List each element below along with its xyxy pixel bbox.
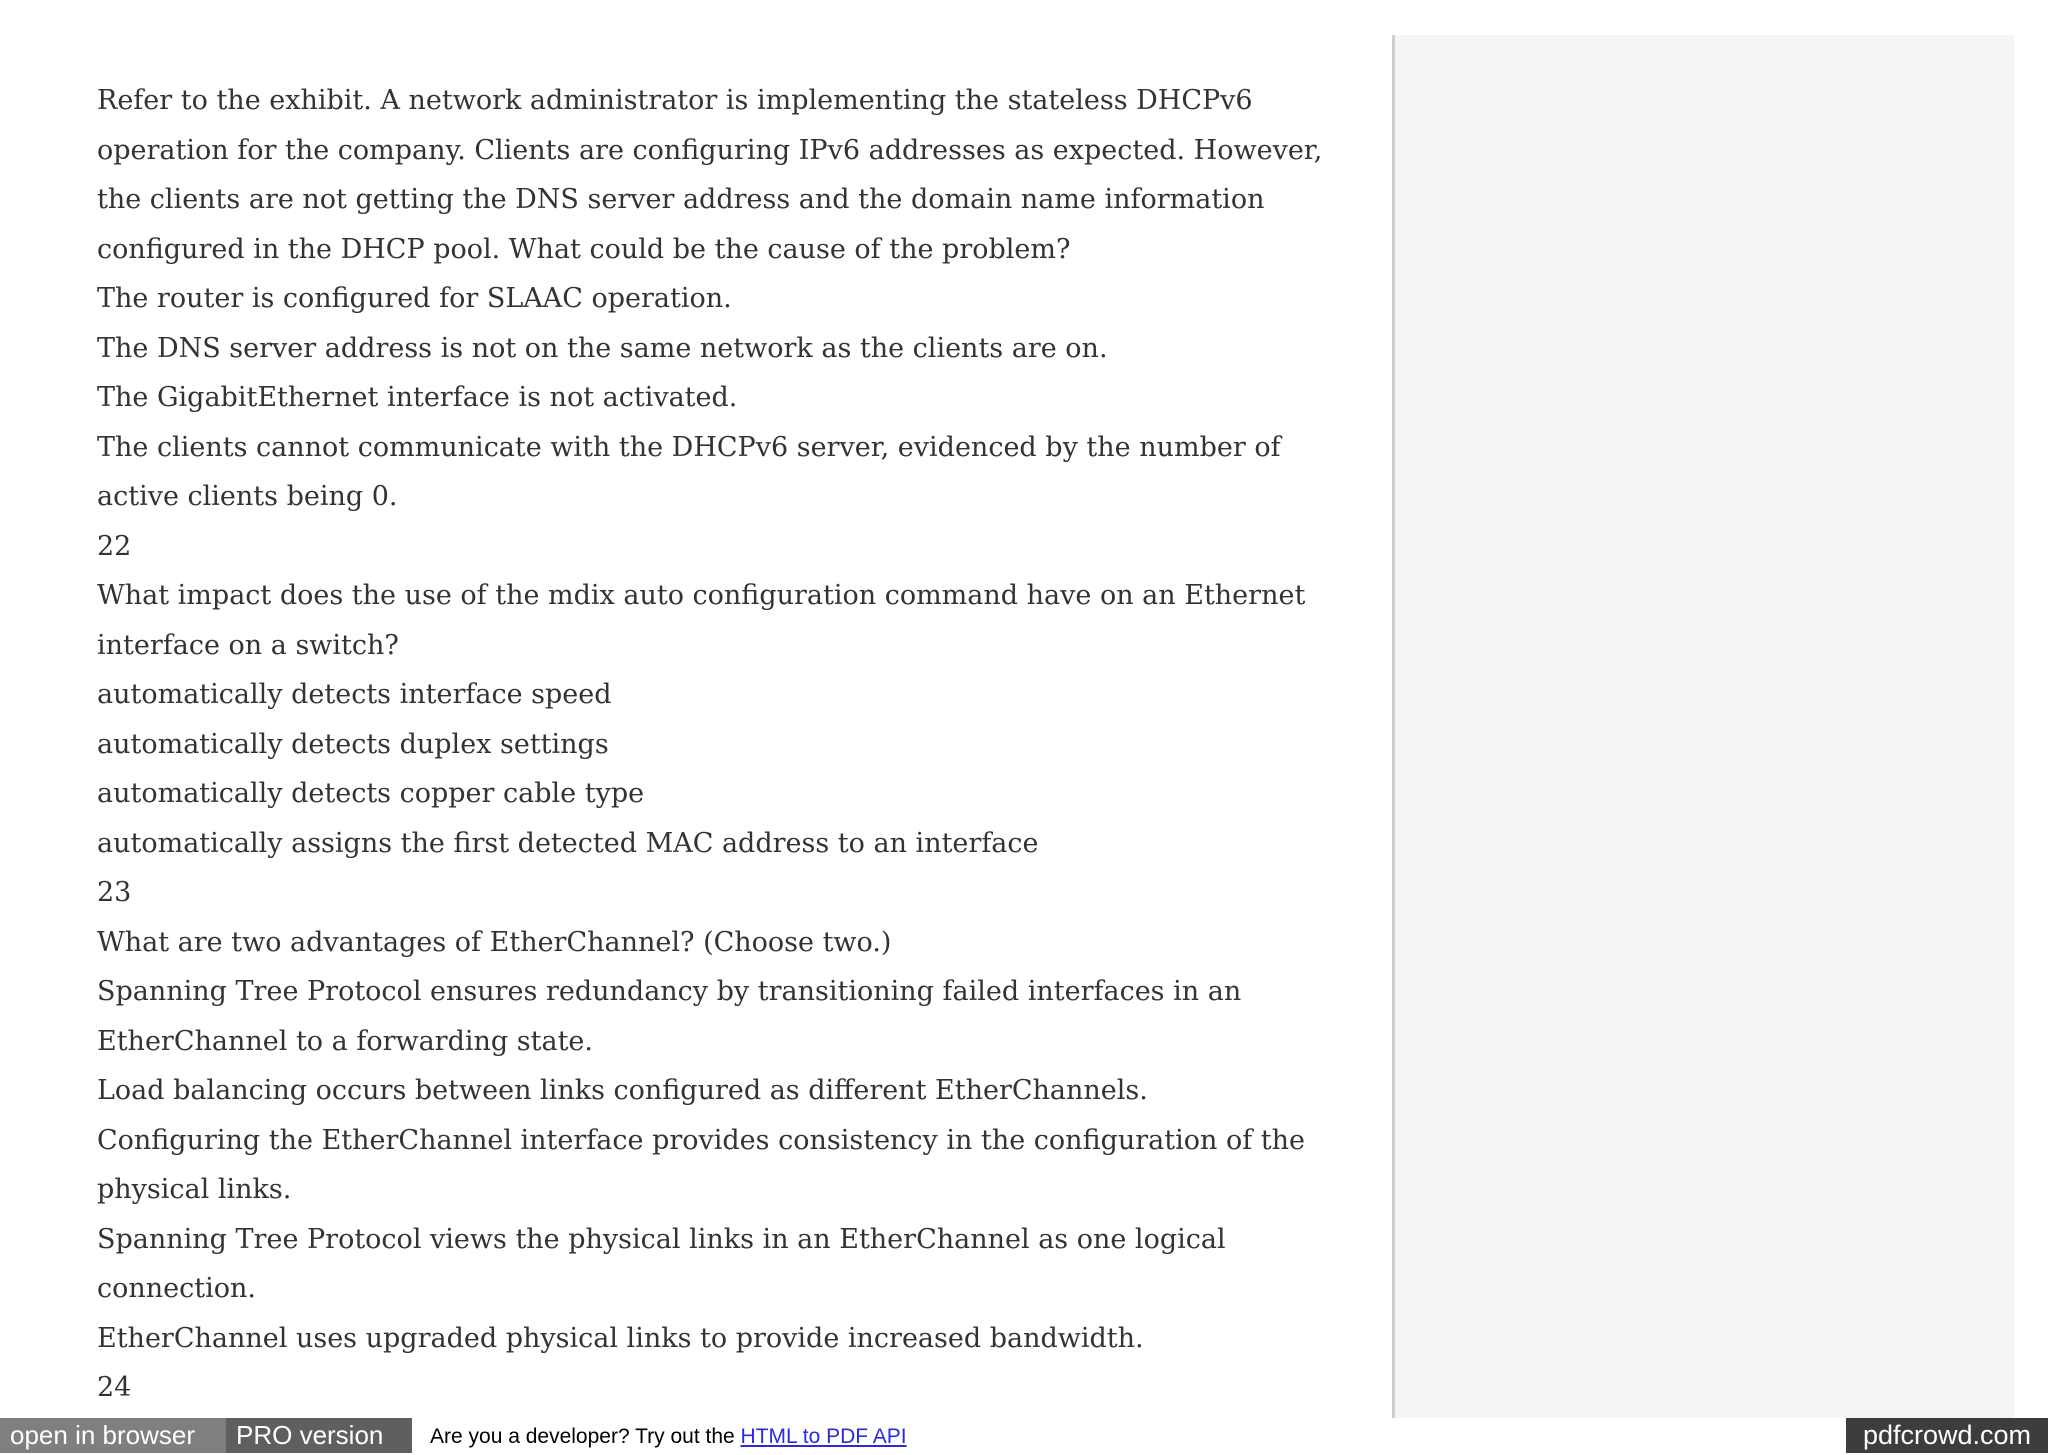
question-number: 23 bbox=[97, 877, 132, 908]
answer-option: The router is configured for SLAAC operation. bbox=[97, 283, 732, 314]
document-content bbox=[97, 76, 1337, 1413]
promo-text bbox=[430, 1418, 907, 1453]
text-line: Refer to the exhibit. A network administrator is implementing the stateless DHCPv6 bbox=[97, 85, 1253, 116]
answer-option: automatically assigns the first detected MAC address to an interface bbox=[97, 827, 1039, 859]
answer-option: physical links. bbox=[97, 1174, 292, 1205]
answer-option: automatically detects interface speed bbox=[97, 679, 612, 710]
text-line: the clients are not getting the DNS server address and the domain name information bbox=[97, 184, 1265, 215]
answer-option: The GigabitEthernet interface is not activated. bbox=[97, 382, 738, 413]
sidebar-panel bbox=[1392, 35, 2014, 1418]
question-number: 24 bbox=[97, 1372, 132, 1403]
question-text: What are two advantages of EtherChannel? (Choose two.) bbox=[97, 926, 892, 958]
text-line: operation for the company. Clients are configuring IPv6 addresses as expected. However, bbox=[97, 134, 1323, 166]
text-line: configured in the DHCP pool. What could be the cause of the problem? bbox=[97, 233, 1071, 265]
answer-option: connection. bbox=[97, 1273, 256, 1304]
answer-option: EtherChannel to a forwarding state. bbox=[97, 1025, 593, 1057]
answer-option: Spanning Tree Protocol ensures redundancy by transitioning failed interfaces in an bbox=[97, 976, 1242, 1007]
answer-option: automatically detects copper cable type bbox=[97, 778, 645, 809]
answer-option: The clients cannot communicate with the DHCPv6 server, evidenced by the number of bbox=[97, 431, 1281, 463]
answer-option: Load balancing occurs between links configured as different EtherChannels. bbox=[97, 1075, 1148, 1106]
html-to-pdf-api-link[interactable]: HTML to PDF API bbox=[740, 1425, 907, 1448]
footer-bar bbox=[0, 1418, 2048, 1453]
question-text: interface on a switch? bbox=[97, 629, 399, 661]
open-in-browser-button[interactable]: open in browser bbox=[0, 1418, 226, 1453]
answer-option: The DNS server address is not on the same network as the clients are on. bbox=[97, 332, 1108, 364]
answer-option: Spanning Tree Protocol views the physical links in an EtherChannel as one logical bbox=[97, 1223, 1226, 1255]
answer-option: EtherChannel uses upgraded physical links to provide increased bandwidth. bbox=[97, 1322, 1144, 1354]
question-number: 22 bbox=[97, 530, 132, 562]
pdfcrowd-brand-link[interactable]: pdfcrowd.com bbox=[1846, 1418, 2048, 1453]
question-text: What impact does the use of the mdix auto configuration command have on an Ethernet bbox=[97, 580, 1306, 611]
pro-version-button[interactable]: PRO version bbox=[226, 1418, 412, 1453]
promo-label: Are you a developer? Try out the bbox=[430, 1425, 741, 1448]
answer-option: active clients being 0. bbox=[97, 481, 398, 512]
answer-option: Configuring the EtherChannel interface provides consistency in the configuration of the bbox=[97, 1124, 1306, 1156]
answer-option: automatically detects duplex settings bbox=[97, 728, 609, 760]
